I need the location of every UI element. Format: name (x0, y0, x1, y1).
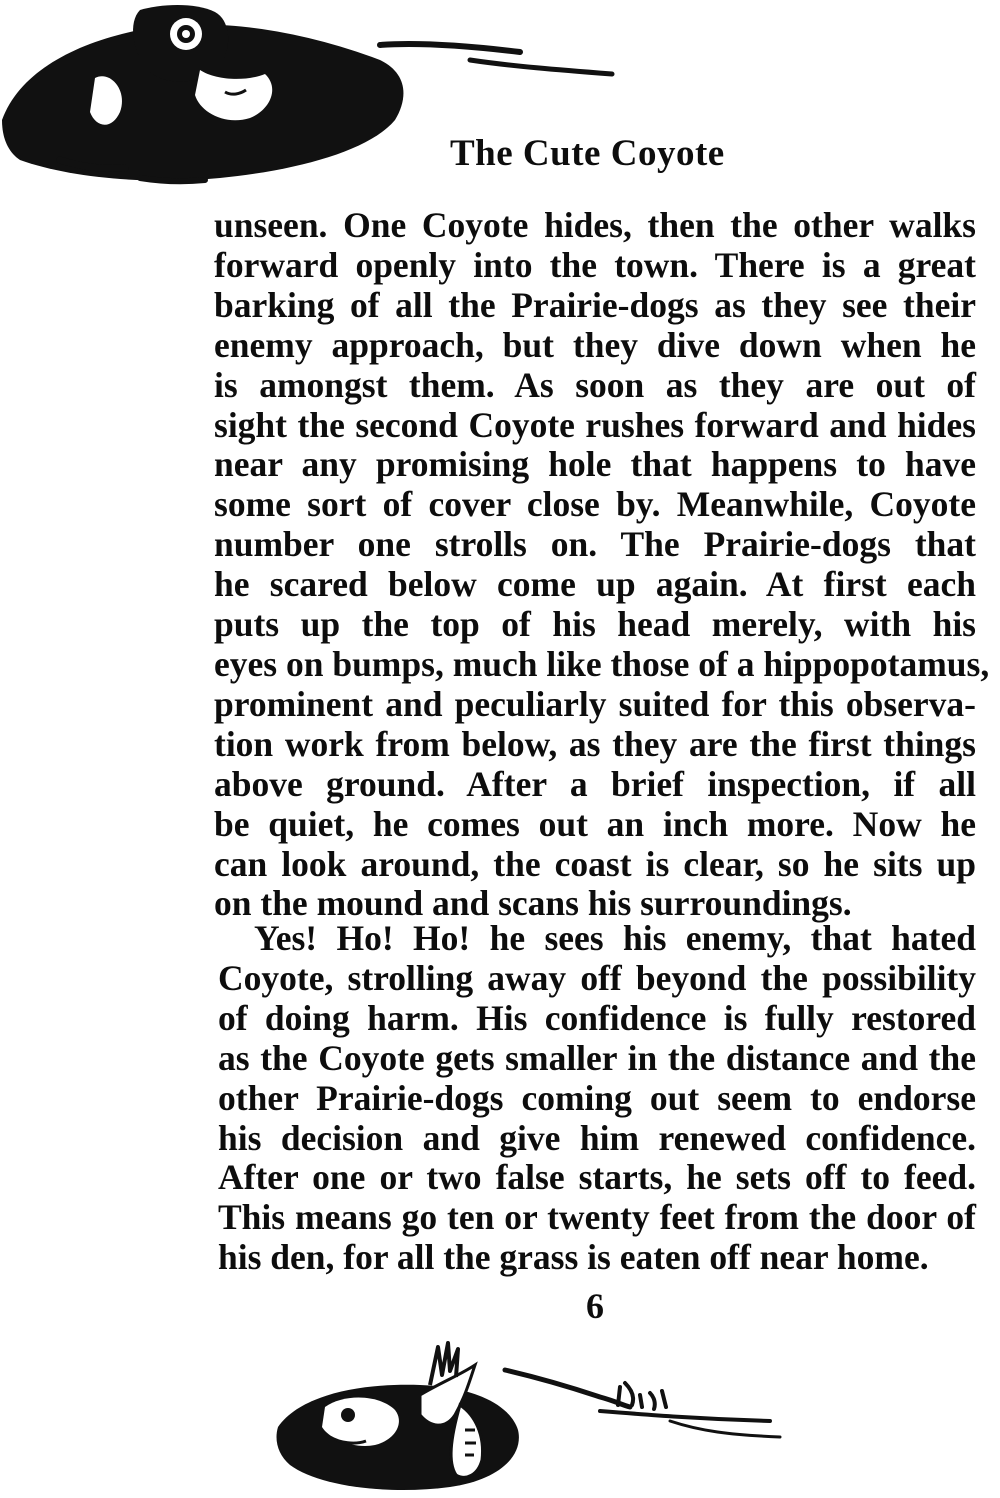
text-line: prominent and peculiarly suited for this observa- (214, 683, 976, 724)
text-line: other Prairie-dogs coming out seem to endorse (218, 1077, 976, 1118)
text-line: Coyote, strolling away off beyond the possibility (218, 957, 976, 998)
text-line: After one or two false starts, he sets off to feed. (218, 1157, 976, 1198)
text-line: unseen. One Coyote hides, then the other walks (214, 205, 976, 245)
running-head-title: The Cute Coyote (450, 133, 725, 174)
text-line: barking of all the Prairie-dogs as they see their (214, 284, 976, 325)
text-line: his decision and give him renewed confidence. (218, 1117, 976, 1158)
text-line: be quiet, he comes out an inch more. Now he (214, 803, 976, 844)
text-line: some sort of cover close by. Meanwhile, Coyote (214, 484, 976, 525)
text-line: above ground. After a brief inspection, if all (214, 763, 976, 804)
text-line: sight the second Coyote rushes forward and hides (214, 404, 976, 445)
text-line: number one strolls on. The Prairie-dogs that (214, 524, 976, 565)
text-line: forward openly into the town. There is a great (214, 244, 976, 285)
page-number: 6 (586, 1286, 604, 1326)
text-line: his den, for all the grass is eaten off near home. (218, 1237, 929, 1278)
footer-prairie-dog-illustration (270, 1335, 790, 1495)
text-line: puts up the top of his head merely, with his (214, 604, 976, 645)
text-line: is amongst them. As soon as they are out of (214, 364, 976, 405)
text-line: of doing harm. His confidence is fully restored (218, 997, 976, 1038)
text-line: he scared below come up again. At first each (214, 564, 976, 605)
text-line: Yes! Ho! Ho! he sees his enemy, that hated (254, 918, 976, 958)
text-line: This means go ten or twenty feet from the door of (218, 1197, 976, 1238)
text-line: as the Coyote gets smaller in the distance and the (218, 1037, 976, 1078)
text-line: on the mound and scans his surroundings. (214, 883, 852, 924)
text-line: can look around, the coast is clear, so he sits up (214, 843, 976, 884)
text-line: tion work from below, as they are the first things (214, 723, 976, 764)
paragraph-1 (214, 205, 990, 924)
paragraph-2 (218, 919, 976, 1278)
text-line: near any promising hole that happens to have (214, 444, 976, 485)
text-line: eyes on bumps, much like those of a hippopotamus, (214, 643, 990, 684)
text-line: enemy approach, but they dive down when he (214, 324, 976, 365)
